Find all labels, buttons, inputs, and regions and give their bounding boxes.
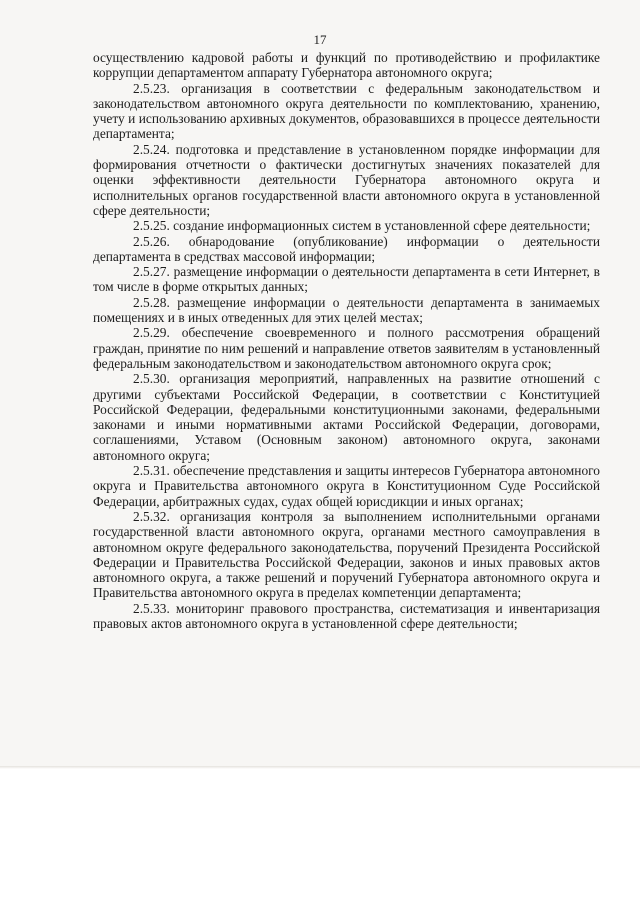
page-number: 17 xyxy=(313,32,327,47)
scan-edge xyxy=(0,766,640,769)
paragraph-2-5-27: 2.5.27. размещение информации о деятельности департамента в сети Интернет, в том числе в форме открытых данных; xyxy=(93,264,600,295)
paragraph-2-5-28: 2.5.28. размещение информации о деятельности департамента в занимаемых помещениях и в иных отведенных для этих целей местах; xyxy=(93,294,600,326)
paragraph-2-5-32: 2.5.32. организация контроля за выполнением исполнительными органами государственной власти автономного округа, органами местного самоуправления в автономном округе федерального законодательства, поручений Президента Российской Федерации и Правительства Российской Федерации, законов и иных правовых актов автономного округа, а также решений и поручений Губернатора автономного округа и Правительства автономного округа в пределах компетенции департамента; xyxy=(93,508,600,601)
document-body xyxy=(93,50,600,631)
paragraph-2-5-23: 2.5.23. организация в соответствии с федеральным законодательством и законодательством автономного округа деятельности по комплектованию, хранению, учету и использованию архивных документов, образовавшихся в процессе деятельности департамента; xyxy=(93,80,600,142)
paragraph-2-5-29: 2.5.29. обеспечение своевременного и полного рассмотрения обращений граждан, принятие по ним решений и направление ответов заявителям в установленный федеральным законодательством и законодательством автономного округа срок; xyxy=(93,325,600,371)
paragraph-2-5-26: 2.5.26. обнародование (опубликование) информации о деятельности департамента в средствах массовой информации; xyxy=(93,233,600,264)
paragraph-continuation: осуществлению кадровой работы и функций по противодействию и профилактике коррупции департаментом аппарату Губернатора автономного округа; xyxy=(93,50,600,81)
paragraph-2-5-31: 2.5.31. обеспечение представления и защиты интересов Губернатора автономного округа и Правительства автономного округа в Конституционном Суде Российской Федерации, арбитражных судах, судах общей юрисдикции и иных органах; xyxy=(93,463,600,509)
paragraph-2-5-25: 2.5.25. создание информационных систем в установленной сфере деятельности; xyxy=(133,218,591,234)
paragraph-2-5-33: 2.5.33. мониторинг правового пространства, систематизация и инвентаризация правовых актов автономного округа в установленной сфере деятельности; xyxy=(93,600,600,631)
paragraph-2-5-30: 2.5.30. организация мероприятий, направленных на развитие отношений с другими субъектами Российской Федерации, в соответствии с Конституцией Российской Федерации, федеральными конституционными законами, федеральными законами и иными нормативными актами Российской Федерации, договорами, соглашениями, Уставом (Основным законом) автономного округа, законами автономного округа; xyxy=(93,371,600,463)
paragraph-2-5-24: 2.5.24. подготовка и представление в установленном порядке информации для формирования отчетности о фактически достигнутых значениях показателей для оценки эффективности деятельности Губернатора автономного округа и исполнительных органов государственной власти автономного округа в установленной сфере деятельности; xyxy=(93,141,600,218)
